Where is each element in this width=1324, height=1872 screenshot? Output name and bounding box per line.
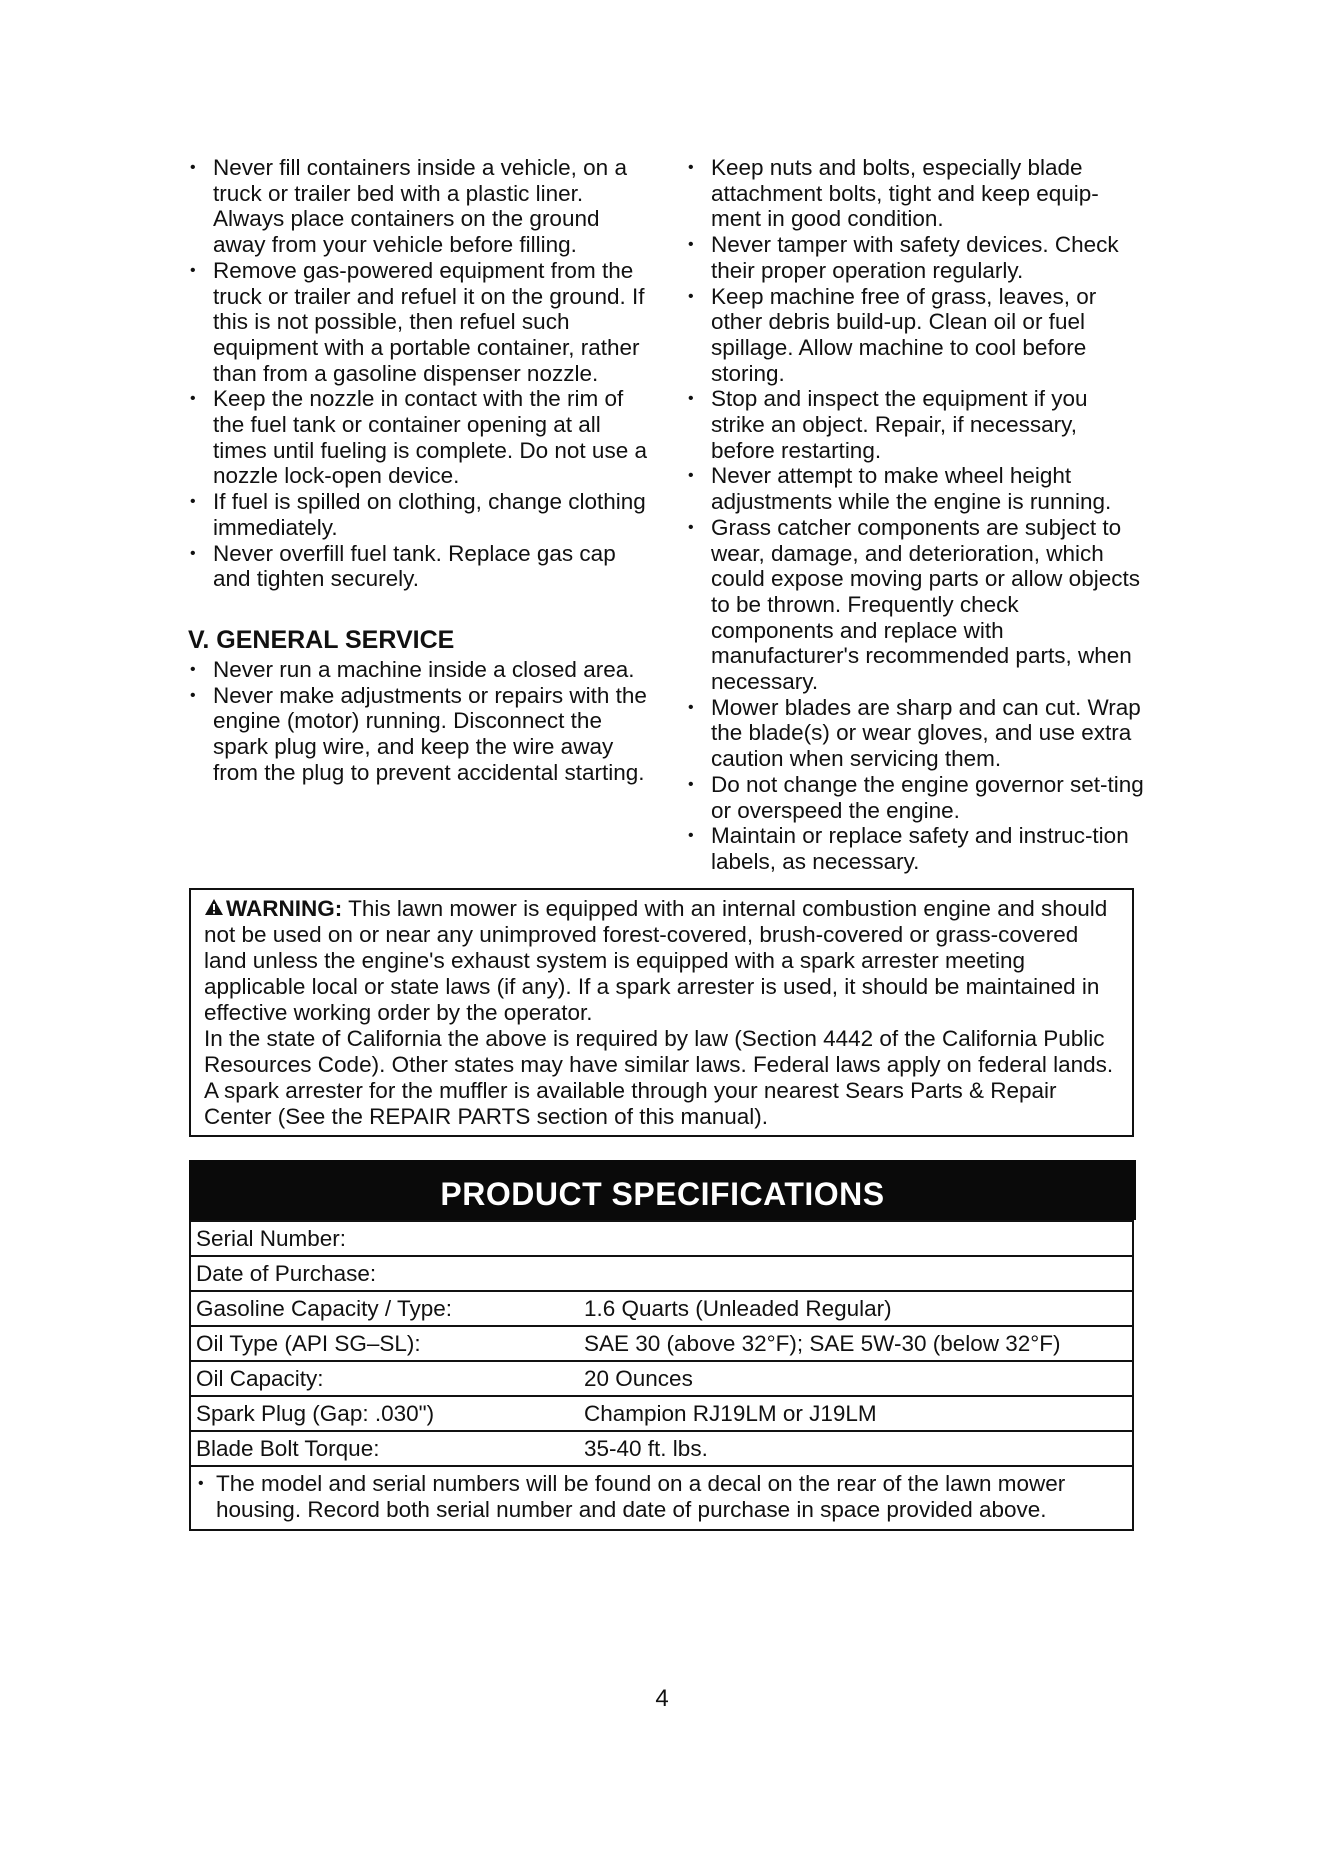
specs-note-text: The model and serial numbers will be found on a decal on the rear of the lawn mower housing. Record both serial number and date of purchase in space provided above. [216, 1471, 1066, 1522]
list-item: • Mower blades are sharp and can cut. Wrap the blade(s) or wear gloves, and use extra caution when servicing them. [686, 695, 1144, 772]
warning-paragraph-california: In the state of California the above is required by law (Section 4442 of the California Public Resources Code). Other states may have similar laws. Federal laws apply on federal lands. A spark arrester for the muffler is available through your nearest Sears Parts & Repair Center (See the REPAIR PARTS section of this manual). [204, 1026, 1114, 1129]
spec-label: Spark Plug (Gap: .030") [190, 1396, 579, 1431]
list-item: • Never attempt to make wheel height adjustments while the engine is running. [686, 463, 1144, 514]
product-specifications [189, 1160, 1136, 1531]
spec-label: Gasoline Capacity / Type: [190, 1291, 579, 1326]
spec-value: SAE 30 (above 32°F); SAE 5W-30 (below 32°F) [579, 1326, 1133, 1361]
list-item: • Keep machine free of grass, leaves, or other debris build-up. Clean oil or fuel spillage. Allow machine to cool before storing. [686, 284, 1144, 387]
section-heading-general-service: V. GENERAL SERVICE [188, 625, 455, 654]
list-item: • Never overfill fuel tank. Replace gas cap and tighten securely. [188, 541, 648, 592]
list-item: • Maintain or replace safety and instruc-tion labels, as necessary. [686, 823, 1144, 874]
right-column [686, 155, 1144, 875]
spec-value [579, 1256, 1133, 1291]
spec-value: 1.6 Quarts (Unleaded Regular) [579, 1291, 1133, 1326]
warning-label: WARNING: [226, 896, 343, 921]
safety-columns [188, 155, 1144, 875]
list-item: • If fuel is spilled on clothing, change clothing immediately. [188, 489, 648, 540]
table-row [190, 1326, 1133, 1361]
service-bullet-list-continued [686, 155, 1144, 875]
list-item: • Never make adjustments or repairs with the engine (motor) running. Disconnect the spark plug wire, and keep the wire away from the plug to prevent accidental starting. [188, 683, 648, 786]
specs-title: PRODUCT SPECIFICATIONS [189, 1160, 1136, 1220]
table-row [190, 1431, 1133, 1466]
spec-label: Serial Number: [190, 1221, 579, 1256]
table-row [190, 1221, 1133, 1256]
list-item: • Keep the nozzle in contact with the rim of the fuel tank or container opening at all times until fueling is complete. Do not use a nozzle lock-open device. [188, 386, 648, 489]
spec-value: Champion RJ19LM or J19LM [579, 1396, 1133, 1431]
list-item: • Never fill containers inside a vehicle, on a truck or trailer bed with a plastic liner. Always place containers on the ground away from your vehicle before filling. [188, 155, 648, 258]
spec-label: Date of Purchase: [190, 1256, 579, 1291]
list-item: • Keep nuts and bolts, especially blade attachment bolts, tight and keep equip-ment in good condition. [686, 155, 1144, 232]
spec-value [579, 1221, 1133, 1256]
warning-paragraph [204, 896, 1120, 1026]
table-row [190, 1256, 1133, 1291]
list-item: • Do not change the engine governor set-ting or overspeed the engine. [686, 772, 1144, 823]
table-row [190, 1396, 1133, 1431]
spec-label: Blade Bolt Torque: [190, 1431, 579, 1466]
service-bullet-list [188, 657, 648, 786]
fueling-bullet-list [188, 155, 648, 592]
page-number: 4 [655, 1685, 669, 1712]
list-item: • Remove gas-powered equipment from the truck or trailer and refuel it on the ground. If this is not possible, then refuel such equipment with a portable container, rather than from a gasoline dispenser nozzle. [188, 258, 648, 387]
left-column [188, 155, 648, 875]
warning-box [189, 888, 1134, 1137]
list-item: • Never tamper with safety devices. Check their proper operation regularly. [686, 232, 1144, 283]
bullet-icon: • [198, 1475, 204, 1492]
table-row [190, 1291, 1133, 1326]
specs-table [189, 1220, 1134, 1467]
table-row [190, 1361, 1133, 1396]
spec-value: 20 Ounces [579, 1361, 1133, 1396]
list-item: • Stop and inspect the equipment if you strike an object. Repair, if necessary, before restarting. [686, 386, 1144, 463]
warning-text: This lawn mower is equipped with an internal combustion engine and should not be used on or near any unimproved forest-covered, brush-covered or grass-covered land unless the engine's exhaust system is equipped with a spark arrester meeting applicable local or state laws (if any). If a spark arrester is used, it should be maintained in effective working order by the operator. [204, 896, 1108, 1025]
warning-triangle-icon [204, 896, 226, 922]
list-item: • Never run a machine inside a closed area. [188, 657, 648, 683]
list-item: • Grass catcher components are subject to wear, damage, and deterioration, which could expose moving parts or allow objects to be thrown. Frequently check components and replace with manufacturer's recommended parts, when necessary. [686, 515, 1144, 695]
spec-label: Oil Type (API SG–SL): [190, 1326, 579, 1361]
spec-label: Oil Capacity: [190, 1361, 579, 1396]
specs-note [189, 1467, 1134, 1531]
spec-value: 35-40 ft. lbs. [579, 1431, 1133, 1466]
